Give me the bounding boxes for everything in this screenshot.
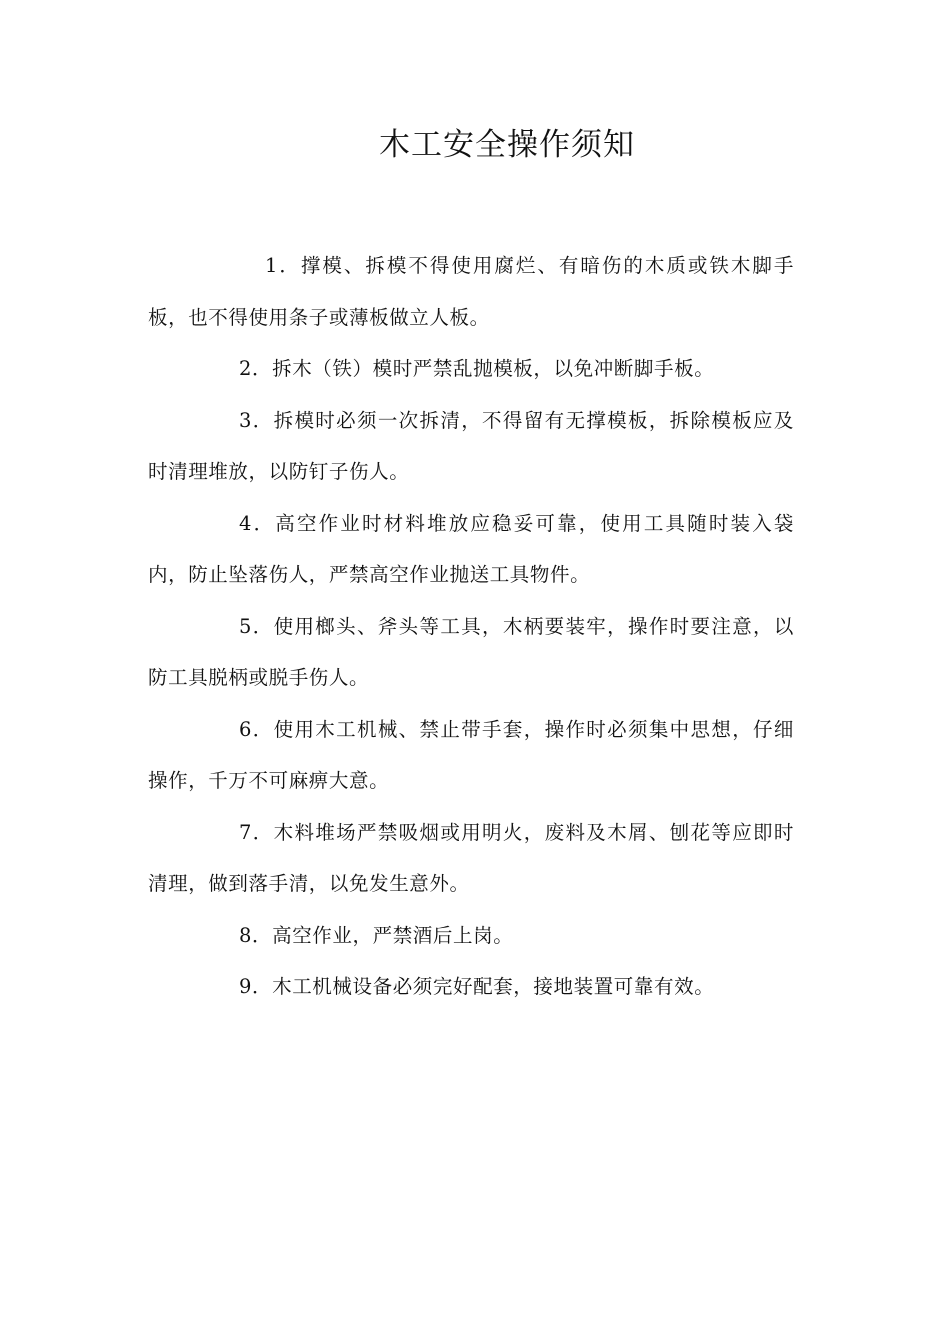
rule-item-8: 8．高空作业，严禁酒后上岗。	[239, 923, 514, 947]
rule-item-3: 3．拆模时必须一次拆清，不得留有无撑模板，拆除模板应及时清理堆放，以防钉子伤人。	[148, 408, 794, 483]
rule-item-4: 4．高空作业时材料堆放应稳妥可靠，使用工具随时装入袋内，防止坠落伤人，严禁高空作业抛送工具物件。	[148, 511, 794, 586]
rule-item-7: 7．木料堆场严禁吸烟或用明火，废料及木屑、刨花等应即时清理，做到落手清，以免发生意外。	[148, 820, 794, 895]
rule-item-5: 5．使用榔头、斧头等工具，木柄要装牢，操作时要注意，以防工具脱柄或脱手伤人。	[148, 614, 794, 689]
document-body	[148, 240, 794, 1013]
rule-item-6: 6．使用木工机械、禁止带手套，操作时必须集中思想，仔细操作，千万不可麻痹大意。	[148, 717, 794, 792]
rule-item-1: 1．撑模、拆模不得使用腐烂、有暗伤的木质或铁木脚手板，也不得使用条子或薄板做立人板。	[148, 254, 794, 329]
document-title: 木工安全操作须知	[379, 127, 635, 163]
rule-item-2: 2．拆木（铁）模时严禁乱抛模板，以免冲断脚手板。	[239, 357, 715, 380]
rule-item-9: 9．木工机械设备必须完好配套，接地装置可靠有效。	[239, 975, 715, 998]
